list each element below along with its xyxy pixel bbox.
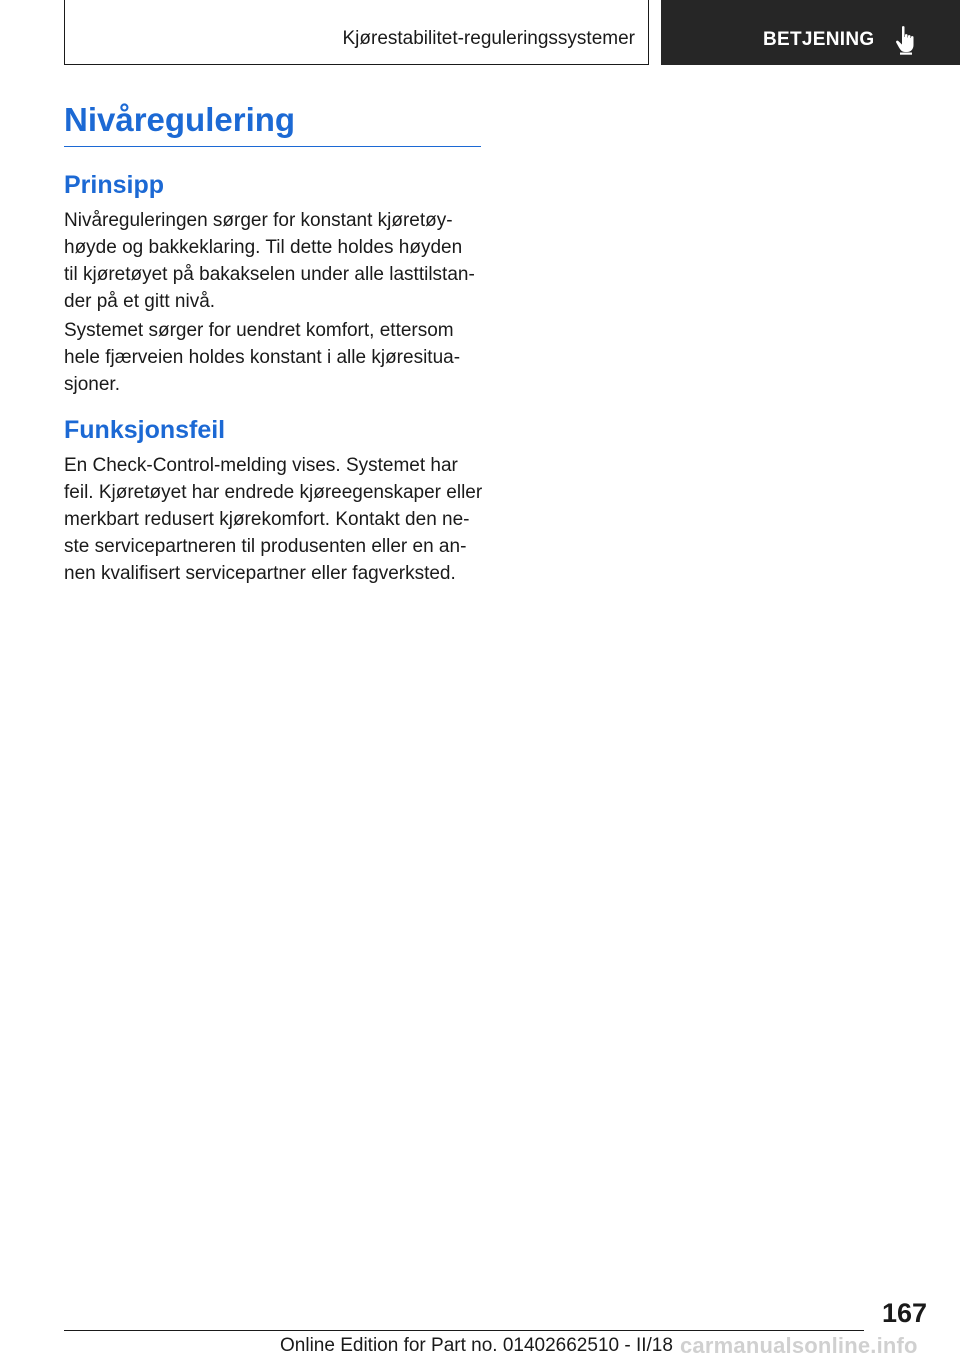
pointing-hand-icon bbox=[894, 25, 920, 55]
text-line: nen kvalifisert servicepartner eller fagverksted. bbox=[64, 563, 456, 584]
text-line: feil. Kjøretøyet har endrede kjøreegenskaper eller bbox=[64, 482, 483, 503]
footer-divider bbox=[64, 1330, 864, 1331]
paragraph-prinsipp-2 bbox=[64, 317, 504, 398]
watermark: carmanualsonline.info bbox=[680, 1333, 918, 1358]
text-line: Systemet sørger for uendret komfort, ettersom bbox=[64, 320, 454, 341]
section-heading-funksjonsfeil: Funksjonsfeil bbox=[64, 416, 226, 444]
header-section-title: Kjørestabilitet-reguleringssystemer bbox=[342, 28, 635, 49]
text-line: merkbart redusert kjørekomfort. Kontakt den ne- bbox=[64, 509, 470, 530]
text-line: hele fjærveien holdes konstant i alle kjøresitua- bbox=[64, 347, 461, 368]
text-line: Nivåreguleringen sørger for konstant kjøretøy- bbox=[64, 210, 453, 231]
page-title: Nivåregulering bbox=[64, 101, 296, 138]
text-line: til kjøretøyet på bakakselen under alle lasttilstan- bbox=[64, 264, 475, 285]
section-heading-prinsipp: Prinsipp bbox=[64, 171, 165, 199]
header-chapter-tab bbox=[661, 0, 960, 65]
page-number: 167 bbox=[881, 1298, 927, 1328]
text-line: En Check-Control-melding vises. Systemet har bbox=[64, 455, 458, 476]
footer-edition: Online Edition for Part no. 01402662510 - II/18 bbox=[280, 1335, 673, 1356]
text-line: ste servicepartneren til produsenten eller en an- bbox=[64, 536, 467, 557]
paragraph-prinsipp-1 bbox=[64, 207, 504, 315]
text-line: der på et gitt nivå. bbox=[64, 291, 216, 312]
text-line: høyde og bakkeklaring. Til dette holdes høyden bbox=[64, 237, 463, 258]
header-section-box bbox=[64, 0, 649, 65]
text-line: sjoner. bbox=[64, 374, 120, 395]
paragraph-funksjonsfeil bbox=[64, 452, 504, 587]
header-chapter-title: BETJENING bbox=[763, 29, 875, 50]
title-divider bbox=[64, 146, 481, 147]
